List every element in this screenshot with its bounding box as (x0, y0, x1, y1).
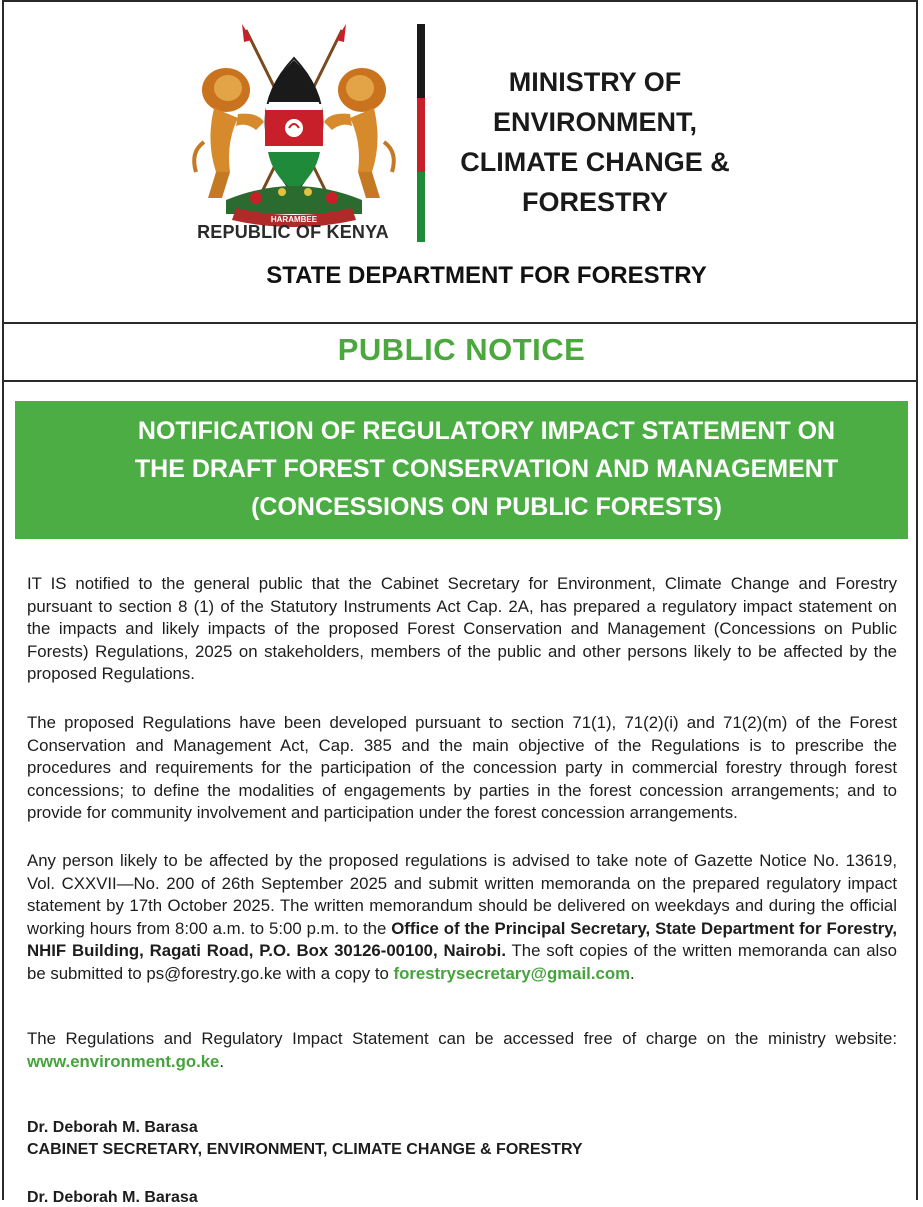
right-lion-icon (324, 68, 394, 198)
ministry-name: MINISTRY OF ENVIRONMENT, CLIMATE CHANGE & FORESTRY (460, 67, 730, 217)
flag-color-bar (417, 24, 425, 242)
public-notice-title: PUBLIC NOTICE (337, 332, 586, 367)
kenya-coat-of-arms-icon (186, 22, 402, 248)
email-link[interactable]: forestrysecretary@gmail.com (393, 963, 631, 983)
paragraph-notification: IT IS notified to the general public that the Cabinet Secretary for Environment, Climate Change and Forestry pursuant to section 8 (1) of the Statutory Instruments Act Cap. 2A, has prepared a regulatory impact statement on the impacts and likely impacts of the proposed Forest Conservation and Management (Concessions on Public Forests) Regulations, 2025 on stakeholders, members of the public and other persons likely to be affected by the proposed Regulations. (27, 574, 897, 683)
signatory-title: CABINET SECRETARY, ENVIRONMENT, CLIMATE CHANGE & FORESTRY (27, 1141, 583, 1158)
website-link[interactable]: www.environment.go.ke (27, 1051, 220, 1071)
notice-banner-heading: NOTIFICATION OF REGULATORY IMPACT STATEMENT ON THE DRAFT FOREST CONSERVATION AND MANAGEMENT (CONCESSIONS ON PUBLIC FORESTS) (134, 417, 839, 521)
left-lion-icon (194, 68, 264, 198)
paragraph-access: The Regulations and Regulatory Impact Statement can be accessed free of charge on the ministry website: www.environment.go.ke. (27, 1029, 897, 1071)
office-address: Office of the Principal Secretary, State Department for Forestry, NHIF Building, Ragati Road, P.O. Box 30126-00100, Nairobi. (27, 918, 898, 960)
paragraph-submission: Any person likely to be affected by the proposed regulations is advised to take note of Gazette Notice No. 13619, Vol. CXXVII—No. 200 of 26th September 2025 and submit written memoranda on the prepared regulatory impact statement by 17th October 2025. The written memorandum should be delivered on weekdays and during the official working hours from 8:00 a.m. to 5:00 p.m. to the Office of the Principal Secretary, State Department for Forestry, NHIF Building, Ragati Road, P.O. Box 30126-00100, Nairobi. The soft copies of the written memoranda can also be submitted to ps@forestry.go.ke with a copy to forestrysecretary@gmail.com. (27, 851, 898, 983)
divider-top (2, 322, 918, 324)
emblem-caption: REPUBLIC OF KENYA (197, 222, 389, 242)
divider-bottom (2, 380, 918, 382)
signatory-name: Dr. Deborah M. Barasa (27, 1119, 198, 1136)
shield-icon (265, 58, 323, 194)
department-name: STATE DEPARTMENT FOR FORESTRY (266, 262, 707, 289)
signatory-name-repeat: Dr. Deborah M. Barasa (27, 1189, 198, 1206)
paragraph-objective: The proposed Regulations have been developed pursuant to section 71(1), 71(2)(i) and 71(2)(m) of the Forest Conservation and Management Act, Cap. 385 and the main objective of the Regulations is to prescribe the procedures and requirements for the participation of the concession party in commercial forestry through forest concessions; to define the modalities of engagements by parties in the forest concession arrangements; and to provide for community involvement and participation under the forest concession arrangements. (27, 713, 897, 822)
top-rule (2, 0, 918, 2)
motto-text: HARAMBEE (270, 215, 318, 224)
